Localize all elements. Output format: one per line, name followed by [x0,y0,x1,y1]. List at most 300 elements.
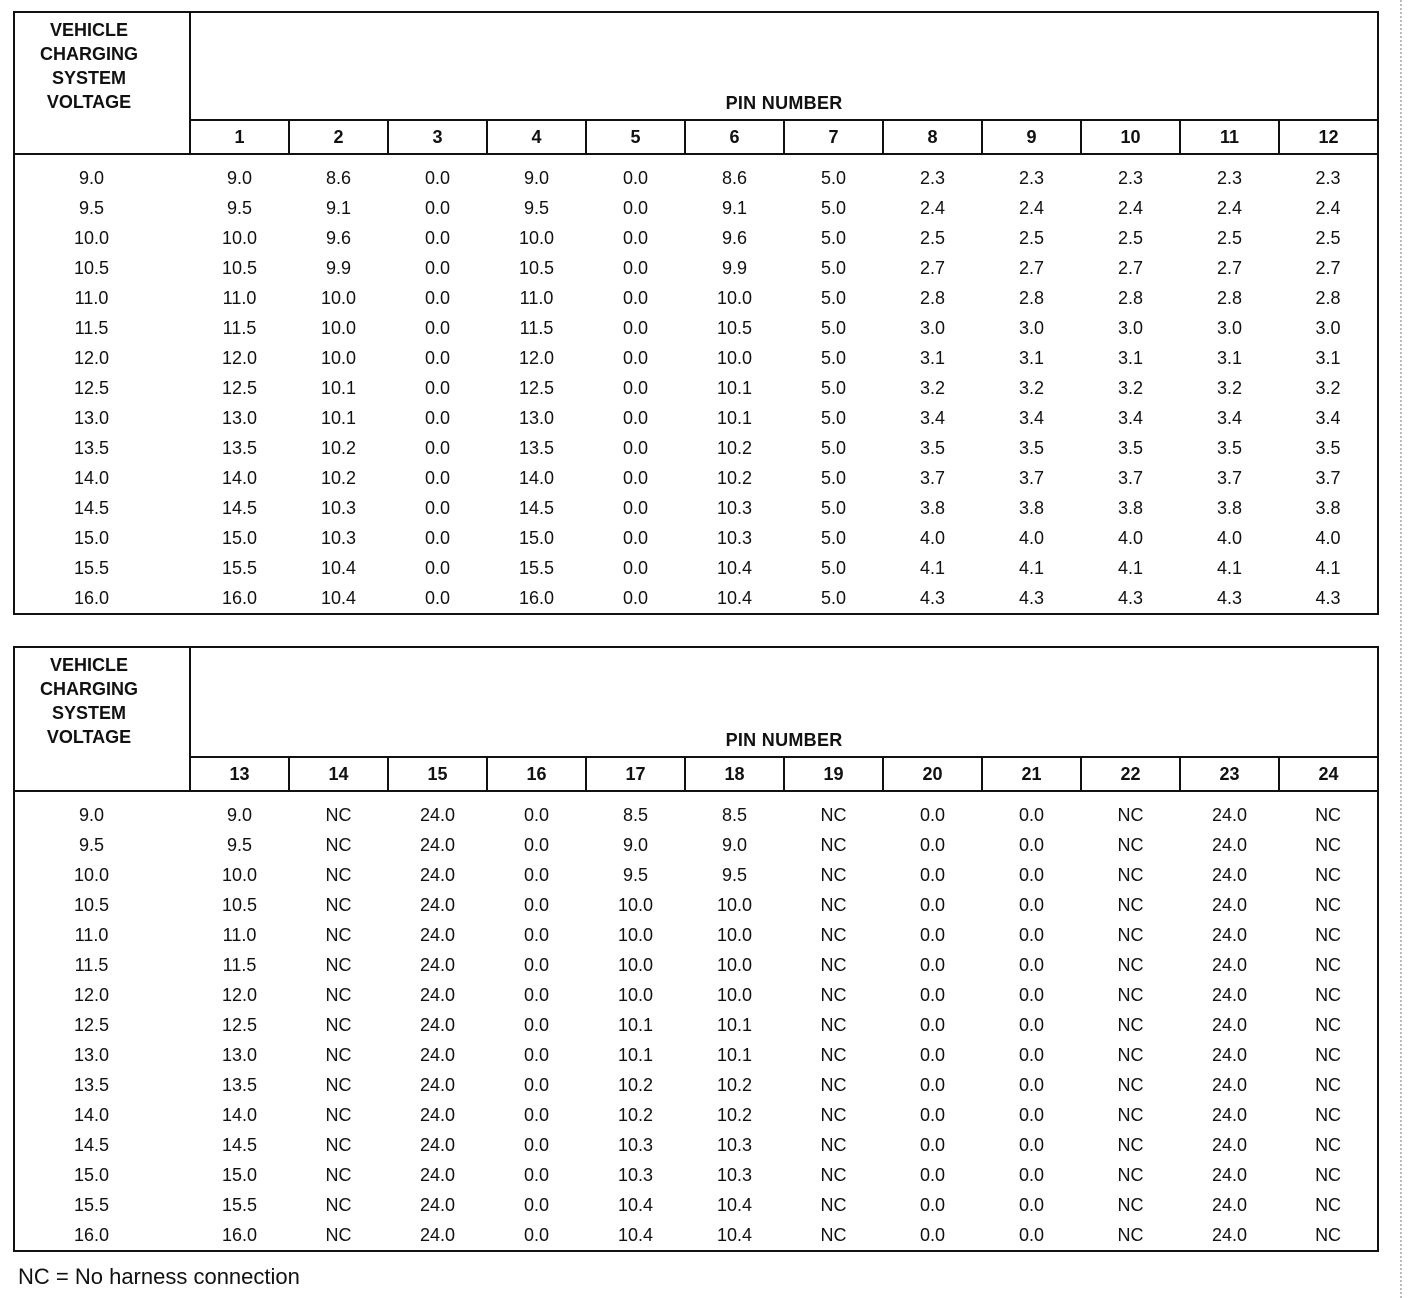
pin-voltage-cell: 24.0 [1211,1045,1248,1065]
pin-voltage-cell: 3.4 [1315,408,1341,428]
pin-voltage-cell: 0.0 [919,1045,946,1065]
pin-voltage-cell: 10.2 [716,1105,753,1125]
voltage-cell: 14.5 [73,498,110,518]
voltage-cell: 13.5 [73,438,110,458]
pin-voltage-cell: 10.2 [320,438,357,458]
voltage-cell: 15.5 [73,558,110,578]
pin-voltage-cell: 0.0 [919,925,946,945]
pin-voltage-cell: 10.4 [617,1195,654,1215]
pin-voltage-cell: 0.0 [424,318,451,338]
pin-number-cell: 22 [1081,757,1180,791]
pin-voltage-cell: 4.3 [1018,588,1045,608]
pin-voltage-cell: 0.0 [1018,1105,1045,1125]
pin-voltage-cell: NC [820,1135,847,1155]
voltage-cell: 12.5 [73,378,110,398]
pin-voltage-cell: 0.0 [919,985,946,1005]
voltage-cell: 15.0 [73,528,110,548]
pin-voltage-cell: NC [1117,895,1144,915]
pin-number-cell: 3 [388,120,487,154]
voltage-cell: 10.0 [73,228,110,248]
pin-voltage-cell: NC [1315,955,1342,975]
pin-voltage-cell: 0.0 [424,258,451,278]
pin-voltage-cell: 4.0 [1315,528,1341,548]
pin-voltage-cell: 3.4 [1018,408,1045,428]
pin-voltage-cell: 24.0 [1211,985,1248,1005]
pin-voltage-cell: 24.0 [1211,1105,1248,1125]
pin-voltage-cell: NC [820,985,847,1005]
pin-voltage-cell: 10.4 [716,1195,753,1215]
pin-voltage-cell: NC [1117,1195,1144,1215]
pin-voltage-cell: 0.0 [919,955,946,975]
pin-voltage-cell: 0.0 [1018,1075,1045,1095]
pin-voltage-cell: 4.1 [1018,558,1045,578]
pin-voltage-cell: 10.4 [617,1225,654,1245]
pin-voltage-cell: 2.8 [1018,288,1045,308]
pin-voltage-cell: 0.0 [523,1225,550,1245]
pin-voltage-cell: 3.5 [1117,438,1144,458]
pin-voltage-cell: 0.0 [424,588,451,608]
pin-voltage-cell: 0.0 [523,1105,550,1125]
pin-voltage-cell: 9.6 [325,228,352,248]
pin-number-cell: 17 [586,757,685,791]
voltage-cell: 12.5 [73,1015,110,1035]
pin-voltage-cell: 3.2 [1315,378,1341,398]
pin-voltage-cell: 2.7 [1117,258,1144,278]
table-row [14,193,1378,223]
pin-number-cell: 12 [1279,120,1378,154]
pin-voltage-cell: 24.0 [419,955,456,975]
table-row [14,373,1378,403]
pin-voltage-cell: 0.0 [622,378,649,398]
pin-voltage-cell: 0.0 [622,408,649,428]
pin-voltage-cell: 0.0 [1018,1045,1045,1065]
pin-voltage-cell: 15.0 [221,1165,258,1185]
pin-voltage-cell: NC [325,1195,352,1215]
pin-number-cell: 21 [982,757,1081,791]
pin-voltage-cell: 3.2 [919,378,946,398]
pin-voltage-cell: 8.5 [622,805,649,825]
pin-voltage-cell: NC [1315,925,1342,945]
pin-voltage-cell: 4.1 [1315,558,1341,578]
pin-voltage-cell: 24.0 [1211,1075,1248,1095]
pin-voltage-cell: 10.0 [716,985,753,1005]
pin-voltage-cell: 0.0 [523,1195,550,1215]
pin-voltage-cell: 0.0 [919,805,946,825]
pin-voltage-cell: NC [820,1075,847,1095]
pin-voltage-cell: NC [1315,1075,1342,1095]
pin-voltage-cell: 0.0 [1018,985,1045,1005]
pin-number-cell: 23 [1180,757,1279,791]
pin-voltage-cell: 5.0 [820,288,847,308]
pin-voltage-cell: 0.0 [919,1105,946,1125]
pin-number-row [14,757,1378,791]
pin-voltage-cell: NC [325,865,352,885]
pin-voltage-cell: 0.0 [919,1015,946,1035]
pin-voltage-cell: 8.6 [721,168,748,188]
pin-voltage-cell: 10.5 [221,895,258,915]
pin-voltage-cell: 2.8 [919,288,946,308]
pin-voltage-cell: 4.3 [1315,588,1341,608]
pin-voltage-cell: 24.0 [419,895,456,915]
pin-voltage-cell: 24.0 [1211,805,1248,825]
pin-voltage-cell: 24.0 [419,1015,456,1035]
pin-voltage-cell: 0.0 [622,318,649,338]
pin-voltage-cell: 13.0 [221,408,258,428]
pin-voltage-cell: 3.5 [919,438,946,458]
pin-voltage-cell: 5.0 [820,588,847,608]
pin-voltage-cell: 0.0 [1018,865,1045,885]
pin-voltage-cell: 4.3 [1216,588,1243,608]
table-row [14,253,1378,283]
pin-voltage-cell: 10.0 [518,228,555,248]
table-row [14,223,1378,253]
pin-voltage-cell: 3.4 [1216,408,1243,428]
pin-voltage-cell: 4.1 [919,558,946,578]
voltage-cell: 16.0 [73,588,110,608]
pin-voltage-cell: 5.0 [820,408,847,428]
table-row [14,860,1378,890]
voltage-cell: 10.5 [73,895,110,915]
pin-voltage-cell: NC [325,985,352,1005]
pin-voltage-cell: 13.0 [518,408,555,428]
pin-voltage-cell: NC [820,1045,847,1065]
pin-voltage-cell: 0.0 [523,985,550,1005]
pin-voltage-cell: 3.8 [1018,498,1045,518]
pin-voltage-cell: 10.1 [617,1015,654,1035]
pin-voltage-cell: NC [1315,985,1342,1005]
pin-voltage-cell: 0.0 [424,558,451,578]
pin-voltage-cell: 5.0 [820,318,847,338]
pin-voltage-cell: 3.1 [919,348,946,368]
pin-voltage-cell: 0.0 [919,835,946,855]
pin-voltage-cell: NC [1117,865,1144,885]
pin-voltage-cell: NC [1315,1105,1342,1125]
pin-voltage-cell: 16.0 [221,1225,258,1245]
pin-voltage-cell: 0.0 [424,288,451,308]
pin-voltage-cell: 0.0 [523,1015,550,1035]
voltage-cell: 14.0 [73,468,110,488]
pin-voltage-cell: NC [325,1075,352,1095]
pin-voltage-cell: 0.0 [622,498,649,518]
pin-voltage-cell: 10.4 [716,588,753,608]
pin-voltage-cell: 24.0 [419,925,456,945]
pin-voltage-cell: 10.2 [716,438,753,458]
pin-voltage-cell: 24.0 [419,1195,456,1215]
pin-voltage-cell: 12.5 [518,378,555,398]
pin-voltage-cell: NC [325,955,352,975]
pin-voltage-cell: 0.0 [919,1135,946,1155]
voltage-header: VEHICLE CHARGING SYSTEM VOLTAGE [14,647,190,791]
pin-voltage-cell: 12.5 [221,1015,258,1035]
pin-voltage-cell: 10.0 [716,288,753,308]
pin-voltage-cell: 12.0 [518,348,555,368]
voltage-cell: 10.0 [73,865,110,885]
voltage-cell: 9.5 [78,835,105,855]
pin-voltage-cell: 3.2 [1018,378,1045,398]
pin-voltage-cell: 24.0 [1211,925,1248,945]
pin-voltage-cell: 4.3 [1117,588,1144,608]
pin-number-cell: 2 [289,120,388,154]
pin-voltage-cell: 2.5 [1216,228,1243,248]
table-row [14,433,1378,463]
pin-voltage-cell: 24.0 [419,1225,456,1245]
pin-voltage-cell: NC [820,955,847,975]
voltage-cell: 13.0 [73,408,110,428]
pin-voltage-cell: 0.0 [622,228,649,248]
pin-voltage-cell: 0.0 [919,895,946,915]
pin-voltage-cell: 2.5 [1117,228,1144,248]
voltage-cell: 13.0 [73,1045,110,1065]
pin-voltage-cell: 0.0 [523,805,550,825]
pin-voltage-cell: 14.5 [518,498,555,518]
pin-voltage-cell: 10.3 [320,528,357,548]
pin-number-cell: 7 [784,120,883,154]
pin-voltage-cell: 10.3 [716,528,753,548]
table-row [14,1220,1378,1251]
pin-voltage-cell: 10.0 [221,228,258,248]
pin-number-cell: 18 [685,757,784,791]
pin-voltage-cell: 3.2 [1117,378,1144,398]
pin-voltage-cell: 15.5 [518,558,555,578]
pin-voltage-cell: NC [820,1165,847,1185]
table-row [14,1190,1378,1220]
pin-voltage-cell: 2.3 [1018,168,1045,188]
pin-voltage-cell: 9.0 [226,805,253,825]
pin-voltage-cell: NC [1315,835,1342,855]
pin-voltage-cell: 24.0 [419,1105,456,1125]
pin-voltage-cell: 10.1 [617,1045,654,1065]
pin-voltage-cell: NC [325,835,352,855]
pin-voltage-cell: 2.5 [1315,228,1341,248]
pin-voltage-cell: NC [1117,1045,1144,1065]
pin-voltage-cell: 2.3 [919,168,946,188]
pin-voltage-cell: 10.2 [617,1105,654,1125]
pin-voltage-cell: NC [1117,985,1144,1005]
pin-voltage-cell: NC [1117,1015,1144,1035]
pin-voltage-cell: NC [820,925,847,945]
pin-voltage-cell: NC [1117,835,1144,855]
pin-voltage-cell: NC [325,1105,352,1125]
pin-voltage-cell: NC [325,925,352,945]
pin-voltage-cell: 0.0 [622,558,649,578]
pin-voltage-cell: NC [820,865,847,885]
pin-voltage-cell: 2.4 [1018,198,1045,218]
table-row [14,313,1378,343]
pin-voltage-cell: 0.0 [919,1225,946,1245]
pin-voltage-cell: NC [1315,805,1342,825]
pin-voltage-cell: 10.3 [716,498,753,518]
pin-number-cell: 16 [487,757,586,791]
table-row [14,1070,1378,1100]
pin-voltage-cell: 9.5 [523,198,550,218]
pin-voltage-cell: 3.7 [919,468,946,488]
pin-voltage-cell: 0.0 [1018,1015,1045,1035]
pin-voltage-cell: 15.5 [221,1195,258,1215]
pin-voltage-cell: 10.2 [617,1075,654,1095]
pin-voltage-cell: 0.0 [622,288,649,308]
pin-voltage-cell: 0.0 [1018,835,1045,855]
pin-voltage-cell: 0.0 [424,498,451,518]
pin-voltage-cell: 0.0 [424,198,451,218]
pin-voltage-cell: 10.0 [617,955,654,975]
table-row [14,1160,1378,1190]
pin-voltage-cell: 3.8 [1315,498,1341,518]
pin-voltage-table-1 [13,11,1379,615]
pin-voltage-cell: 10.3 [617,1165,654,1185]
pin-voltage-cell: 10.0 [716,955,753,975]
pin-voltage-cell: 9.9 [721,258,748,278]
pin-voltage-cell: 2.7 [1018,258,1045,278]
pin-voltage-cell: 9.1 [721,198,748,218]
pin-voltage-cell: NC [820,805,847,825]
pin-voltage-cell: 11.5 [222,955,257,975]
pin-voltage-cell: 2.5 [1018,228,1045,248]
pin-voltage-cell: 3.1 [1117,348,1144,368]
pin-voltage-cell: 3.0 [1216,318,1243,338]
pin-voltage-cell: 10.0 [320,318,357,338]
pin-voltage-cell: 0.0 [622,348,649,368]
pin-number-cell: 1 [190,120,289,154]
pin-voltage-cell: 3.7 [1216,468,1243,488]
pin-voltage-cell: 10.0 [716,348,753,368]
pin-voltage-cell: 0.0 [523,925,550,945]
pin-voltage-cell: 10.2 [320,468,357,488]
voltage-cell: 14.5 [73,1135,110,1155]
pin-voltage-cell: 3.2 [1216,378,1243,398]
page-edge-marks [1398,0,1402,1298]
pin-voltage-cell: NC [1117,1135,1144,1155]
pin-voltage-cell: 10.5 [716,318,753,338]
pin-voltage-cell: 0.0 [1018,955,1045,975]
pin-voltage-cell: 0.0 [424,408,451,428]
pin-voltage-cell: 9.5 [226,835,253,855]
pin-voltage-cell: 10.4 [716,1225,753,1245]
pin-voltage-cell: 9.5 [721,865,748,885]
pin-voltage-cell: 2.7 [1315,258,1341,278]
pin-number-cell: 19 [784,757,883,791]
pin-voltage-cell: 3.1 [1216,348,1243,368]
pin-voltage-cell: 24.0 [1211,1195,1248,1215]
table-row [14,830,1378,860]
voltage-cell: 15.0 [73,1165,110,1185]
pin-voltage-cell: 0.0 [523,1075,550,1095]
pin-voltage-cell: 0.0 [424,348,451,368]
pin-voltage-cell: 5.0 [820,168,847,188]
table-row [14,583,1378,614]
pin-voltage-cell: NC [1315,1135,1342,1155]
pin-voltage-cell: 3.7 [1315,468,1341,488]
pin-number-cell: 6 [685,120,784,154]
table-row [14,163,1378,193]
voltage-cell: 9.0 [78,805,105,825]
pin-voltage-cell: 0.0 [1018,895,1045,915]
pin-voltage-cell: 24.0 [1211,835,1248,855]
pin-voltage-cell: 0.0 [1018,1135,1045,1155]
pin-number-cell: 8 [883,120,982,154]
pin-voltage-cell: 5.0 [820,438,847,458]
table-row [14,1130,1378,1160]
pin-voltage-cell: 15.0 [518,528,555,548]
pin-voltage-cell: 16.0 [221,588,258,608]
pin-voltage-cell: 9.0 [226,168,253,188]
pin-voltage-cell: NC [1315,1015,1342,1035]
pin-voltage-cell: 12.5 [221,378,258,398]
footnote: NC = No harness connection [18,1264,300,1289]
pin-voltage-cell: 24.0 [419,985,456,1005]
pin-voltage-cell: 24.0 [1211,955,1248,975]
pin-voltage-cell: 24.0 [1211,1015,1248,1035]
pin-voltage-cell: 3.8 [1117,498,1144,518]
pin-voltage-cell: 9.0 [721,835,748,855]
pin-voltage-cell: 2.5 [919,228,946,248]
pin-voltage-cell: 4.1 [1117,558,1144,578]
pin-voltage-cell: 9.0 [622,835,649,855]
pin-voltage-cell: 10.0 [320,288,357,308]
table-row [14,980,1378,1010]
pin-voltage-cell: 2.7 [919,258,946,278]
voltage-cell: 11.5 [74,318,109,338]
pin-voltage-cell: 10.3 [716,1165,753,1185]
pin-voltage-cell: 12.0 [221,348,258,368]
pin-voltage-cell: 8.6 [325,168,352,188]
pin-voltage-cell: 0.0 [424,438,451,458]
pin-voltage-cell: NC [1117,1165,1144,1185]
pin-voltage-cell: NC [1117,1105,1144,1125]
table-row [14,950,1378,980]
pin-voltage-cell: 3.7 [1117,468,1144,488]
pin-number-cell: 9 [982,120,1081,154]
pin-voltage-cell: 2.4 [1117,198,1144,218]
pin-voltage-cell: 0.0 [523,865,550,885]
table-row [14,283,1378,313]
voltage-cell: 11.0 [74,925,109,945]
pin-voltage-cell: 3.7 [1018,468,1045,488]
pin-voltage-cell: 0.0 [1018,1165,1045,1185]
pin-voltage-cell: 9.1 [325,198,352,218]
pin-voltage-cell: 0.0 [1018,1225,1045,1245]
pin-voltage-cell: 24.0 [419,1075,456,1095]
pin-voltage-cell: 0.0 [424,378,451,398]
pin-voltage-cell: 0.0 [622,258,649,278]
pin-voltage-cell: 3.0 [1117,318,1144,338]
pin-voltage-cell: 0.0 [622,528,649,548]
pin-voltage-cell: 3.8 [919,498,946,518]
pin-voltage-cell: 2.3 [1216,168,1243,188]
table-row [14,493,1378,523]
pin-voltage-cell: 11.0 [222,925,257,945]
pin-voltage-cell: 14.5 [221,498,258,518]
pin-voltage-cell: NC [820,1195,847,1215]
pin-voltage-cell: 8.5 [721,805,748,825]
pin-voltage-cell: 10.2 [716,468,753,488]
pin-voltage-cell: 14.5 [221,1135,258,1155]
pin-voltage-table-2 [13,646,1379,1252]
pin-voltage-cell: 10.3 [617,1135,654,1155]
pin-voltage-cell: 4.0 [1216,528,1243,548]
pin-voltage-cell: 4.0 [919,528,946,548]
pin-voltage-cell: 13.5 [221,438,258,458]
pin-voltage-cell: 10.4 [716,558,753,578]
pin-voltage-cell: 9.6 [721,228,748,248]
pin-voltage-cell: 10.0 [320,348,357,368]
pin-voltage-cell: 9.0 [523,168,550,188]
pin-number-row [14,120,1378,154]
pin-voltage-cell: 0.0 [523,835,550,855]
pin-voltage-cell: 0.0 [424,528,451,548]
pin-voltage-cell: 5.0 [820,558,847,578]
pin-voltage-cell: 0.0 [523,1045,550,1065]
pin-voltage-cell: 5.0 [820,468,847,488]
